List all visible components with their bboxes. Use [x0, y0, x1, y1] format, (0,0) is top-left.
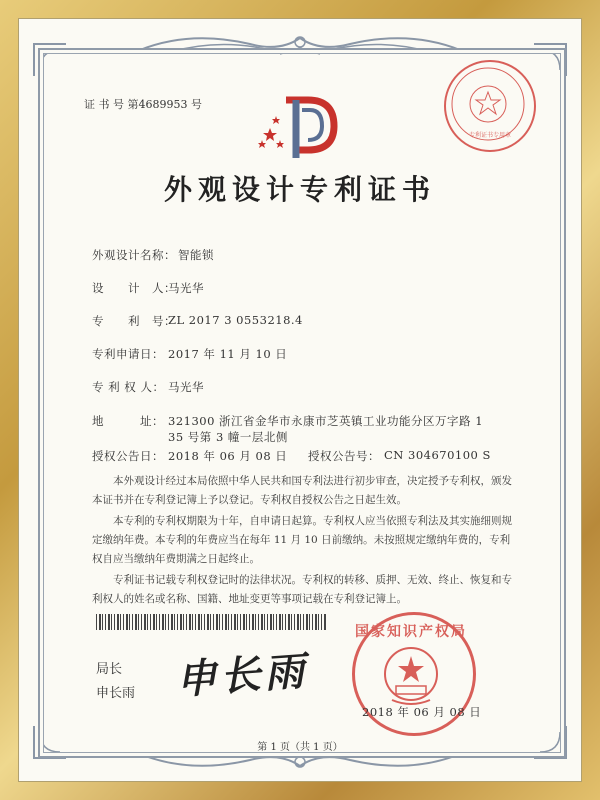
certificate-number: 证 书 号 第4689953 号 [84, 98, 202, 111]
director-signature: 申长雨 [174, 647, 310, 704]
director-title: 局长 [96, 662, 123, 677]
patent-office-logo-icon [256, 92, 346, 162]
field-value-announce-number: CN 304670100 S [384, 448, 491, 462]
field-value-address-line1: 321300 浙江省金华市永康市芝英镇工业功能分区万字路 1 [168, 414, 484, 428]
patent-seal-stamp [444, 60, 536, 152]
seal-text: 专利证书专用章 [468, 132, 511, 139]
field-label-patentee: 专 利 权 人： [92, 380, 165, 394]
field-value-designer: 马光华 [168, 281, 204, 295]
field-label-patent-number: 专 利 号： [92, 314, 176, 328]
seal-ring-text: 国家知识产权局 [355, 624, 467, 640]
field-label-announce-number: 授权公告号： [308, 449, 380, 463]
field-label-application-date: 专利申请日： [92, 347, 164, 361]
field-value-application-date: 2017 年 11 月 10 日 [168, 347, 288, 361]
issue-date: 2018 年 06 月 08 日 [362, 705, 482, 719]
paragraph-term: 本专利的专利权期限为十年，自申请日起算。专利权人应当依照专利法及其实施细则规定缴纳年费。本专利的年费应当在每年 11 月 10 日前缴纳。未按照规定缴纳年费的，专利权自应当缴纳年费期满之日起终止。 [92, 515, 512, 565]
field-label-designer: 设 计 人： [92, 281, 176, 295]
field-value-announce-date: 2018 年 06 月 08 日 [168, 449, 288, 463]
barcode [96, 614, 326, 630]
field-value-patent-number: ZL 2017 3 0553218.4 [168, 313, 303, 327]
field-value-address-line2: 35 号第 3 幢一层北侧 [168, 430, 288, 444]
field-value-patentee: 马光华 [168, 380, 204, 394]
page-footer: 第 1 页（共 1 页） [257, 742, 343, 753]
field-label-address: 地 址： [92, 414, 164, 428]
certificate-title: 外观设计专利证书 [163, 173, 436, 206]
paragraph-grant: 本外观设计经过本局依照中华人民共和国专利法进行初步审查，决定授予专利权，颁发本证书并在专利登记簿上予以登记。专利权自授权公告之日起生效。 [92, 475, 512, 506]
director-name: 申长雨 [96, 686, 136, 701]
field-label-design-name: 外观设计名称： [92, 248, 176, 262]
field-value-design-name: 智能锁 [178, 248, 214, 262]
field-label-announce-date: 授权公告日： [92, 449, 164, 463]
paragraph-legal-status: 专利证书记载专利权登记时的法律状况。专利权的转移、质押、无效、终止、恢复和专利权人的姓名或名称、国籍、地址变更等事项记载在专利登记簿上。 [92, 574, 512, 605]
